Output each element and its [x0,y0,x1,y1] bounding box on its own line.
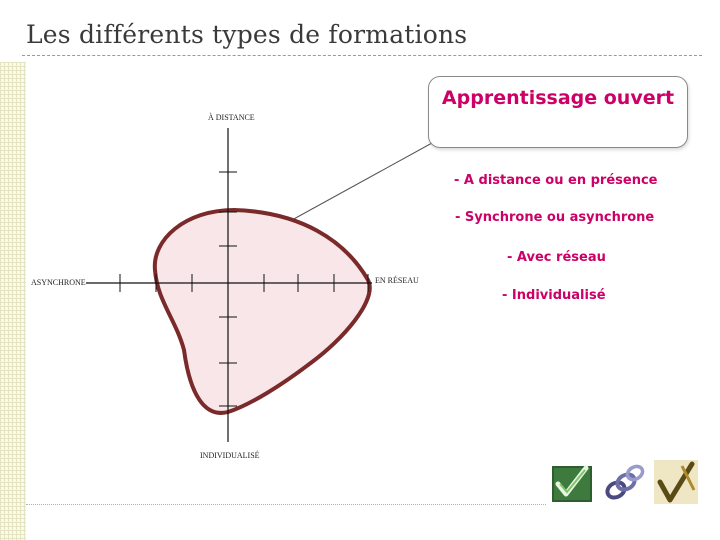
callout-connector [292,143,432,220]
rings-logo-icon [602,460,646,504]
bullet-item: - Individualisé [502,288,606,303]
checkmark-logo-icon [550,460,594,504]
pen-check-logo-icon [654,460,698,504]
bottom-divider [26,504,546,505]
axis-label-top: À DISTANCE [208,113,255,122]
profile-shape [155,210,370,413]
slide-title: Les différents types de formations [26,20,468,49]
callout-box [428,76,688,148]
callout-title: Apprentissage ouvert [441,87,675,109]
bullet-item: - Synchrone ou asynchrone [455,210,655,225]
axis-label-bottom: INDIVIDUALISÉ [200,451,260,460]
axis-label-right: EN RÉSEAU [375,276,419,285]
bullet-item: - Avec réseau [507,250,606,265]
axis-label-left: ASYNCHRONE [31,278,86,287]
bullet-item: - A distance ou en présence [454,173,658,188]
